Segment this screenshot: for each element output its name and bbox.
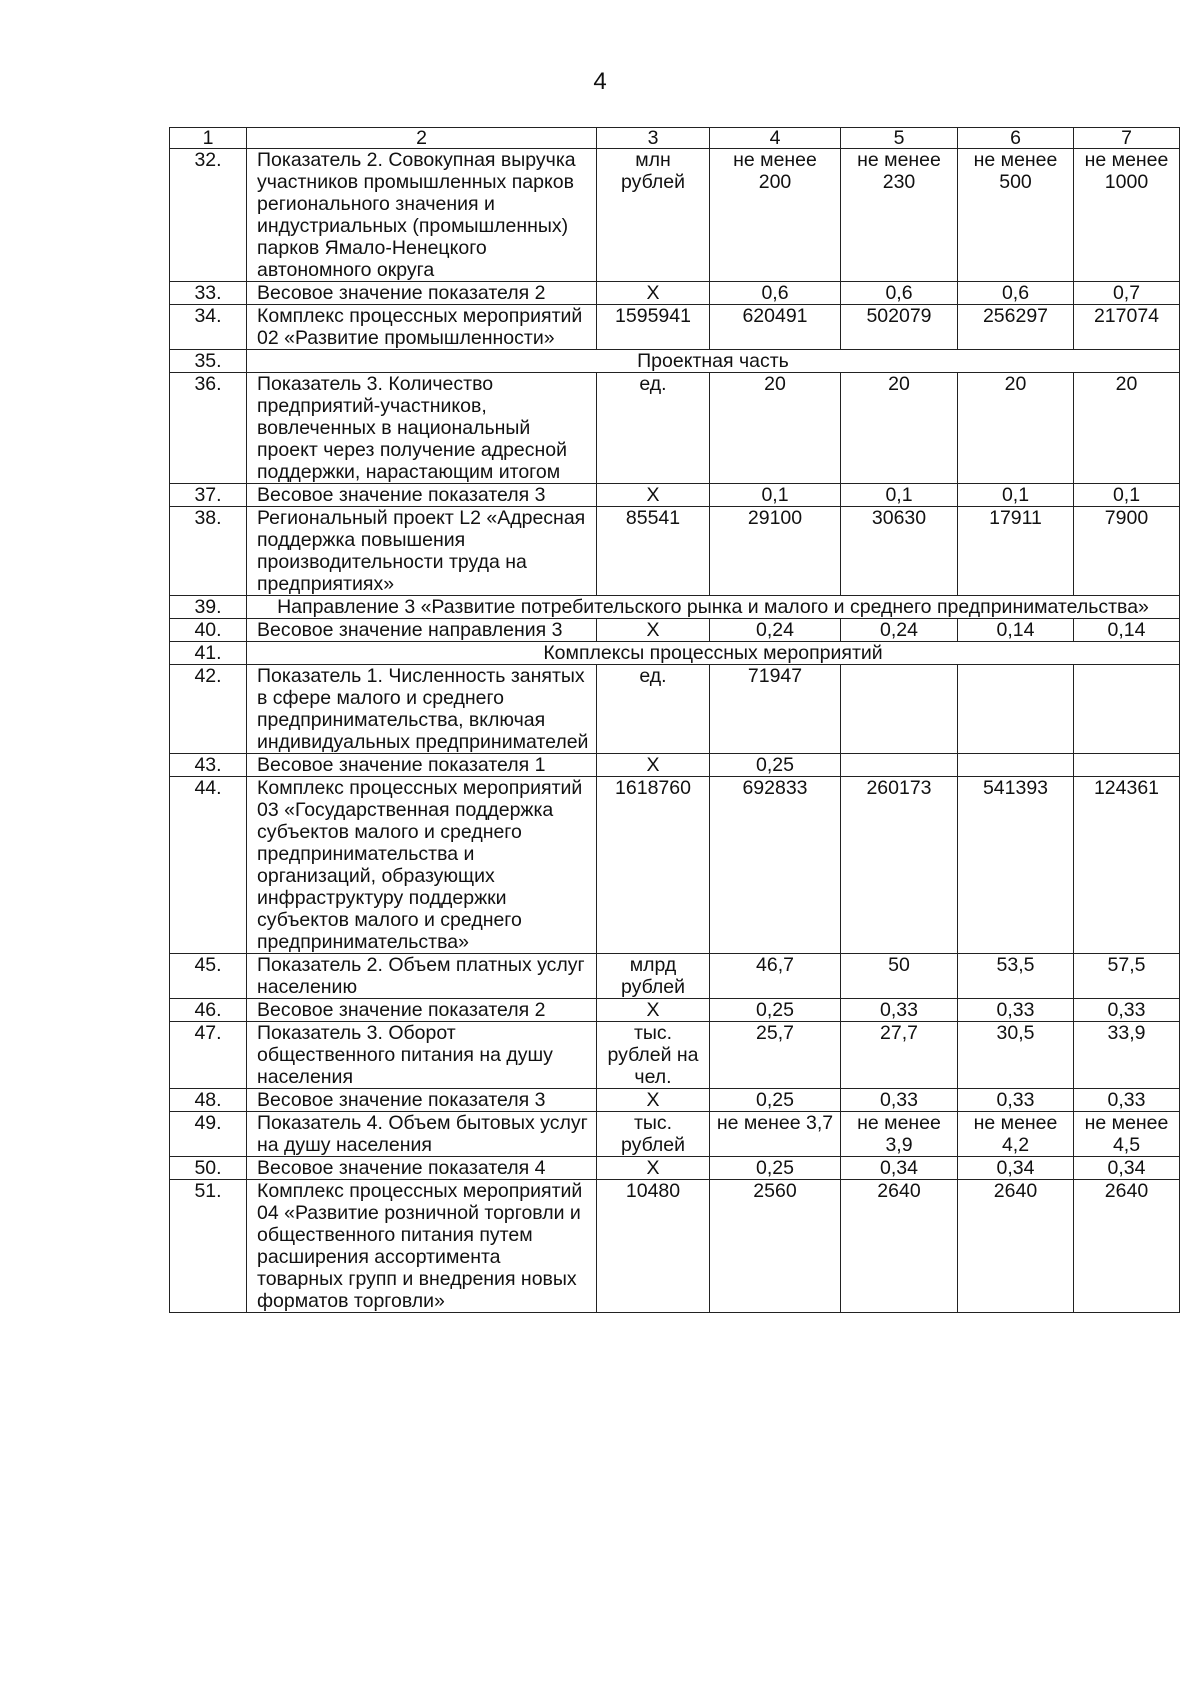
value-col-5: 260173 <box>841 777 958 954</box>
value-col-5: не менее 3,9 <box>841 1112 958 1157</box>
indicator-name: Весовое значение показателя 3 <box>247 484 597 507</box>
value-col-6: не менее 500 <box>958 149 1074 282</box>
unit-cell: ед. <box>597 665 710 754</box>
value-col-5: 0,33 <box>841 999 958 1022</box>
value-col-5 <box>841 665 958 754</box>
column-header: 3 <box>597 128 710 149</box>
value-col-4: 29100 <box>710 507 841 596</box>
unit-cell: ед. <box>597 373 710 484</box>
value-col-5: 0,33 <box>841 1089 958 1112</box>
value-col-5: 2640 <box>841 1180 958 1313</box>
value-col-7: 7900 <box>1074 507 1180 596</box>
value-col-4: 0,25 <box>710 1089 841 1112</box>
row-number: 50. <box>170 1157 247 1180</box>
row-number: 44. <box>170 777 247 954</box>
value-col-6: 256297 <box>958 305 1074 350</box>
unit-cell: 1595941 <box>597 305 710 350</box>
row-number: 37. <box>170 484 247 507</box>
table-row <box>170 777 1180 954</box>
value-col-5: 30630 <box>841 507 958 596</box>
indicator-name: Комплекс процессных мероприятий 04 «Развитие розничной торговли и общественного питания путем расширения ассортимента товарных групп и внедрения новых форматов торговли» <box>247 1180 597 1313</box>
column-header: 1 <box>170 128 247 149</box>
value-col-6: 0,34 <box>958 1157 1074 1180</box>
unit-cell: Х <box>597 282 710 305</box>
value-col-7: 0,34 <box>1074 1157 1180 1180</box>
value-col-6: 30,5 <box>958 1022 1074 1089</box>
section-title: Направление 3 «Развитие потребительского рынка и малого и среднего предпринимательства» <box>247 596 1180 619</box>
value-col-7: 2640 <box>1074 1180 1180 1313</box>
unit-cell: 1618760 <box>597 777 710 954</box>
row-number: 35. <box>170 350 247 373</box>
value-col-4: 25,7 <box>710 1022 841 1089</box>
indicator-name: Показатель 2. Объем платных услуг населению <box>247 954 597 999</box>
indicator-name: Показатель 1. Численность занятых в сфере малого и среднего предпринимательства, включая индивидуальных предпринимателей <box>247 665 597 754</box>
row-number: 48. <box>170 1089 247 1112</box>
value-col-4: 71947 <box>710 665 841 754</box>
indicator-name: Комплекс процессных мероприятий 02 «Развитие промышленности» <box>247 305 597 350</box>
value-col-4: 0,24 <box>710 619 841 642</box>
value-col-4: 20 <box>710 373 841 484</box>
table-row <box>170 954 1180 999</box>
value-col-4: 0,1 <box>710 484 841 507</box>
indicator-name: Весовое значение показателя 4 <box>247 1157 597 1180</box>
value-col-6: 20 <box>958 373 1074 484</box>
row-number: 34. <box>170 305 247 350</box>
value-col-5: 27,7 <box>841 1022 958 1089</box>
table-row <box>170 1022 1180 1089</box>
row-number: 43. <box>170 754 247 777</box>
indicator-name: Показатель 2. Совокупная выручка участников промышленных парков регионального значения и индустриальных (промышленных) парков Ямало-Ненецкого автономного округа <box>247 149 597 282</box>
value-col-7 <box>1074 754 1180 777</box>
unit-cell: Х <box>597 1089 710 1112</box>
table-row <box>170 1180 1180 1313</box>
value-col-5: 0,24 <box>841 619 958 642</box>
value-col-7: 217074 <box>1074 305 1180 350</box>
value-col-4: не менее 200 <box>710 149 841 282</box>
value-col-6: 0,14 <box>958 619 1074 642</box>
unit-cell: тыс. рублей на чел. <box>597 1022 710 1089</box>
value-col-4: 2560 <box>710 1180 841 1313</box>
value-col-7: 20 <box>1074 373 1180 484</box>
value-col-7: 57,5 <box>1074 954 1180 999</box>
value-col-5 <box>841 754 958 777</box>
table-row <box>170 305 1180 350</box>
value-col-7: не менее 1000 <box>1074 149 1180 282</box>
table-row <box>170 754 1180 777</box>
section-row <box>170 642 1180 665</box>
row-number: 32. <box>170 149 247 282</box>
row-number: 51. <box>170 1180 247 1313</box>
column-header: 6 <box>958 128 1074 149</box>
value-col-6: не менее 4,2 <box>958 1112 1074 1157</box>
value-col-6: 541393 <box>958 777 1074 954</box>
indicator-name: Весовое значение показателя 1 <box>247 754 597 777</box>
column-number-header-row <box>170 128 1180 149</box>
value-col-4: 692833 <box>710 777 841 954</box>
value-col-7: 0,33 <box>1074 1089 1180 1112</box>
section-title: Проектная часть <box>247 350 1180 373</box>
value-col-5: не менее 230 <box>841 149 958 282</box>
value-col-4: не менее 3,7 <box>710 1112 841 1157</box>
indicator-name: Весовое значение показателя 3 <box>247 1089 597 1112</box>
row-number: 41. <box>170 642 247 665</box>
value-col-7: 0,33 <box>1074 999 1180 1022</box>
unit-cell: Х <box>597 754 710 777</box>
column-header: 4 <box>710 128 841 149</box>
value-col-6 <box>958 665 1074 754</box>
value-col-6: 2640 <box>958 1180 1074 1313</box>
value-col-6: 0,6 <box>958 282 1074 305</box>
value-col-7: 0,14 <box>1074 619 1180 642</box>
value-col-4: 0,25 <box>710 754 841 777</box>
indicator-name: Весовое значение направления 3 <box>247 619 597 642</box>
unit-cell: тыс. рублей <box>597 1112 710 1157</box>
indicator-name: Показатель 4. Объем бытовых услуг на душу населения <box>247 1112 597 1157</box>
row-number: 38. <box>170 507 247 596</box>
value-col-7: не менее 4,5 <box>1074 1112 1180 1157</box>
value-col-7: 0,7 <box>1074 282 1180 305</box>
value-col-5: 0,1 <box>841 484 958 507</box>
unit-cell: Х <box>597 484 710 507</box>
unit-cell: Х <box>597 999 710 1022</box>
indicator-name: Комплекс процессных мероприятий 03 «Государственная поддержка субъектов малого и среднего предпринимательства и организаций, образующих инфраструктуру поддержки субъектов малого и среднего предпринимательства» <box>247 777 597 954</box>
table-row <box>170 619 1180 642</box>
section-title: Комплексы процессных мероприятий <box>247 642 1180 665</box>
row-number: 36. <box>170 373 247 484</box>
unit-cell: Х <box>597 619 710 642</box>
value-col-5: 502079 <box>841 305 958 350</box>
value-col-7: 124361 <box>1074 777 1180 954</box>
row-number: 49. <box>170 1112 247 1157</box>
table-row <box>170 373 1180 484</box>
table-row <box>170 999 1180 1022</box>
row-number: 46. <box>170 999 247 1022</box>
table-row <box>170 282 1180 305</box>
value-col-6: 0,1 <box>958 484 1074 507</box>
value-col-4: 620491 <box>710 305 841 350</box>
column-header: 2 <box>247 128 597 149</box>
row-number: 40. <box>170 619 247 642</box>
value-col-4: 0,25 <box>710 999 841 1022</box>
value-col-7: 33,9 <box>1074 1022 1180 1089</box>
table-row <box>170 149 1180 282</box>
indicator-name: Показатель 3. Количество предприятий-участников, вовлеченных в национальный проект через получение адресной поддержки, нарастающим итогом <box>247 373 597 484</box>
table-row <box>170 507 1180 596</box>
row-number: 33. <box>170 282 247 305</box>
indicators-table <box>169 127 1180 1313</box>
value-col-4: 0,6 <box>710 282 841 305</box>
unit-cell: 85541 <box>597 507 710 596</box>
value-col-6: 0,33 <box>958 1089 1074 1112</box>
row-number: 47. <box>170 1022 247 1089</box>
indicator-name: Показатель 3. Оборот общественного питания на душу населения <box>247 1022 597 1089</box>
value-col-6: 0,33 <box>958 999 1074 1022</box>
table-row <box>170 1089 1180 1112</box>
value-col-5: 50 <box>841 954 958 999</box>
unit-cell: млрд рублей <box>597 954 710 999</box>
row-number: 42. <box>170 665 247 754</box>
section-row <box>170 596 1180 619</box>
table-row <box>170 484 1180 507</box>
section-row <box>170 350 1180 373</box>
row-number: 39. <box>170 596 247 619</box>
indicator-name: Весовое значение показателя 2 <box>247 282 597 305</box>
page-number: 4 <box>593 68 607 95</box>
indicator-name: Региональный проект L2 «Адресная поддержка повышения производительности труда на предприятиях» <box>247 507 597 596</box>
value-col-5: 0,34 <box>841 1157 958 1180</box>
table-row <box>170 665 1180 754</box>
value-col-6 <box>958 754 1074 777</box>
unit-cell: Х <box>597 1157 710 1180</box>
row-number: 45. <box>170 954 247 999</box>
unit-cell: млн рублей <box>597 149 710 282</box>
value-col-7: 0,1 <box>1074 484 1180 507</box>
value-col-5: 20 <box>841 373 958 484</box>
value-col-4: 46,7 <box>710 954 841 999</box>
unit-cell: 10480 <box>597 1180 710 1313</box>
value-col-6: 53,5 <box>958 954 1074 999</box>
column-header: 5 <box>841 128 958 149</box>
table-row <box>170 1112 1180 1157</box>
value-col-5: 0,6 <box>841 282 958 305</box>
column-header: 7 <box>1074 128 1180 149</box>
table-row <box>170 1157 1180 1180</box>
indicator-name: Весовое значение показателя 2 <box>247 999 597 1022</box>
value-col-4: 0,25 <box>710 1157 841 1180</box>
value-col-7 <box>1074 665 1180 754</box>
value-col-6: 17911 <box>958 507 1074 596</box>
